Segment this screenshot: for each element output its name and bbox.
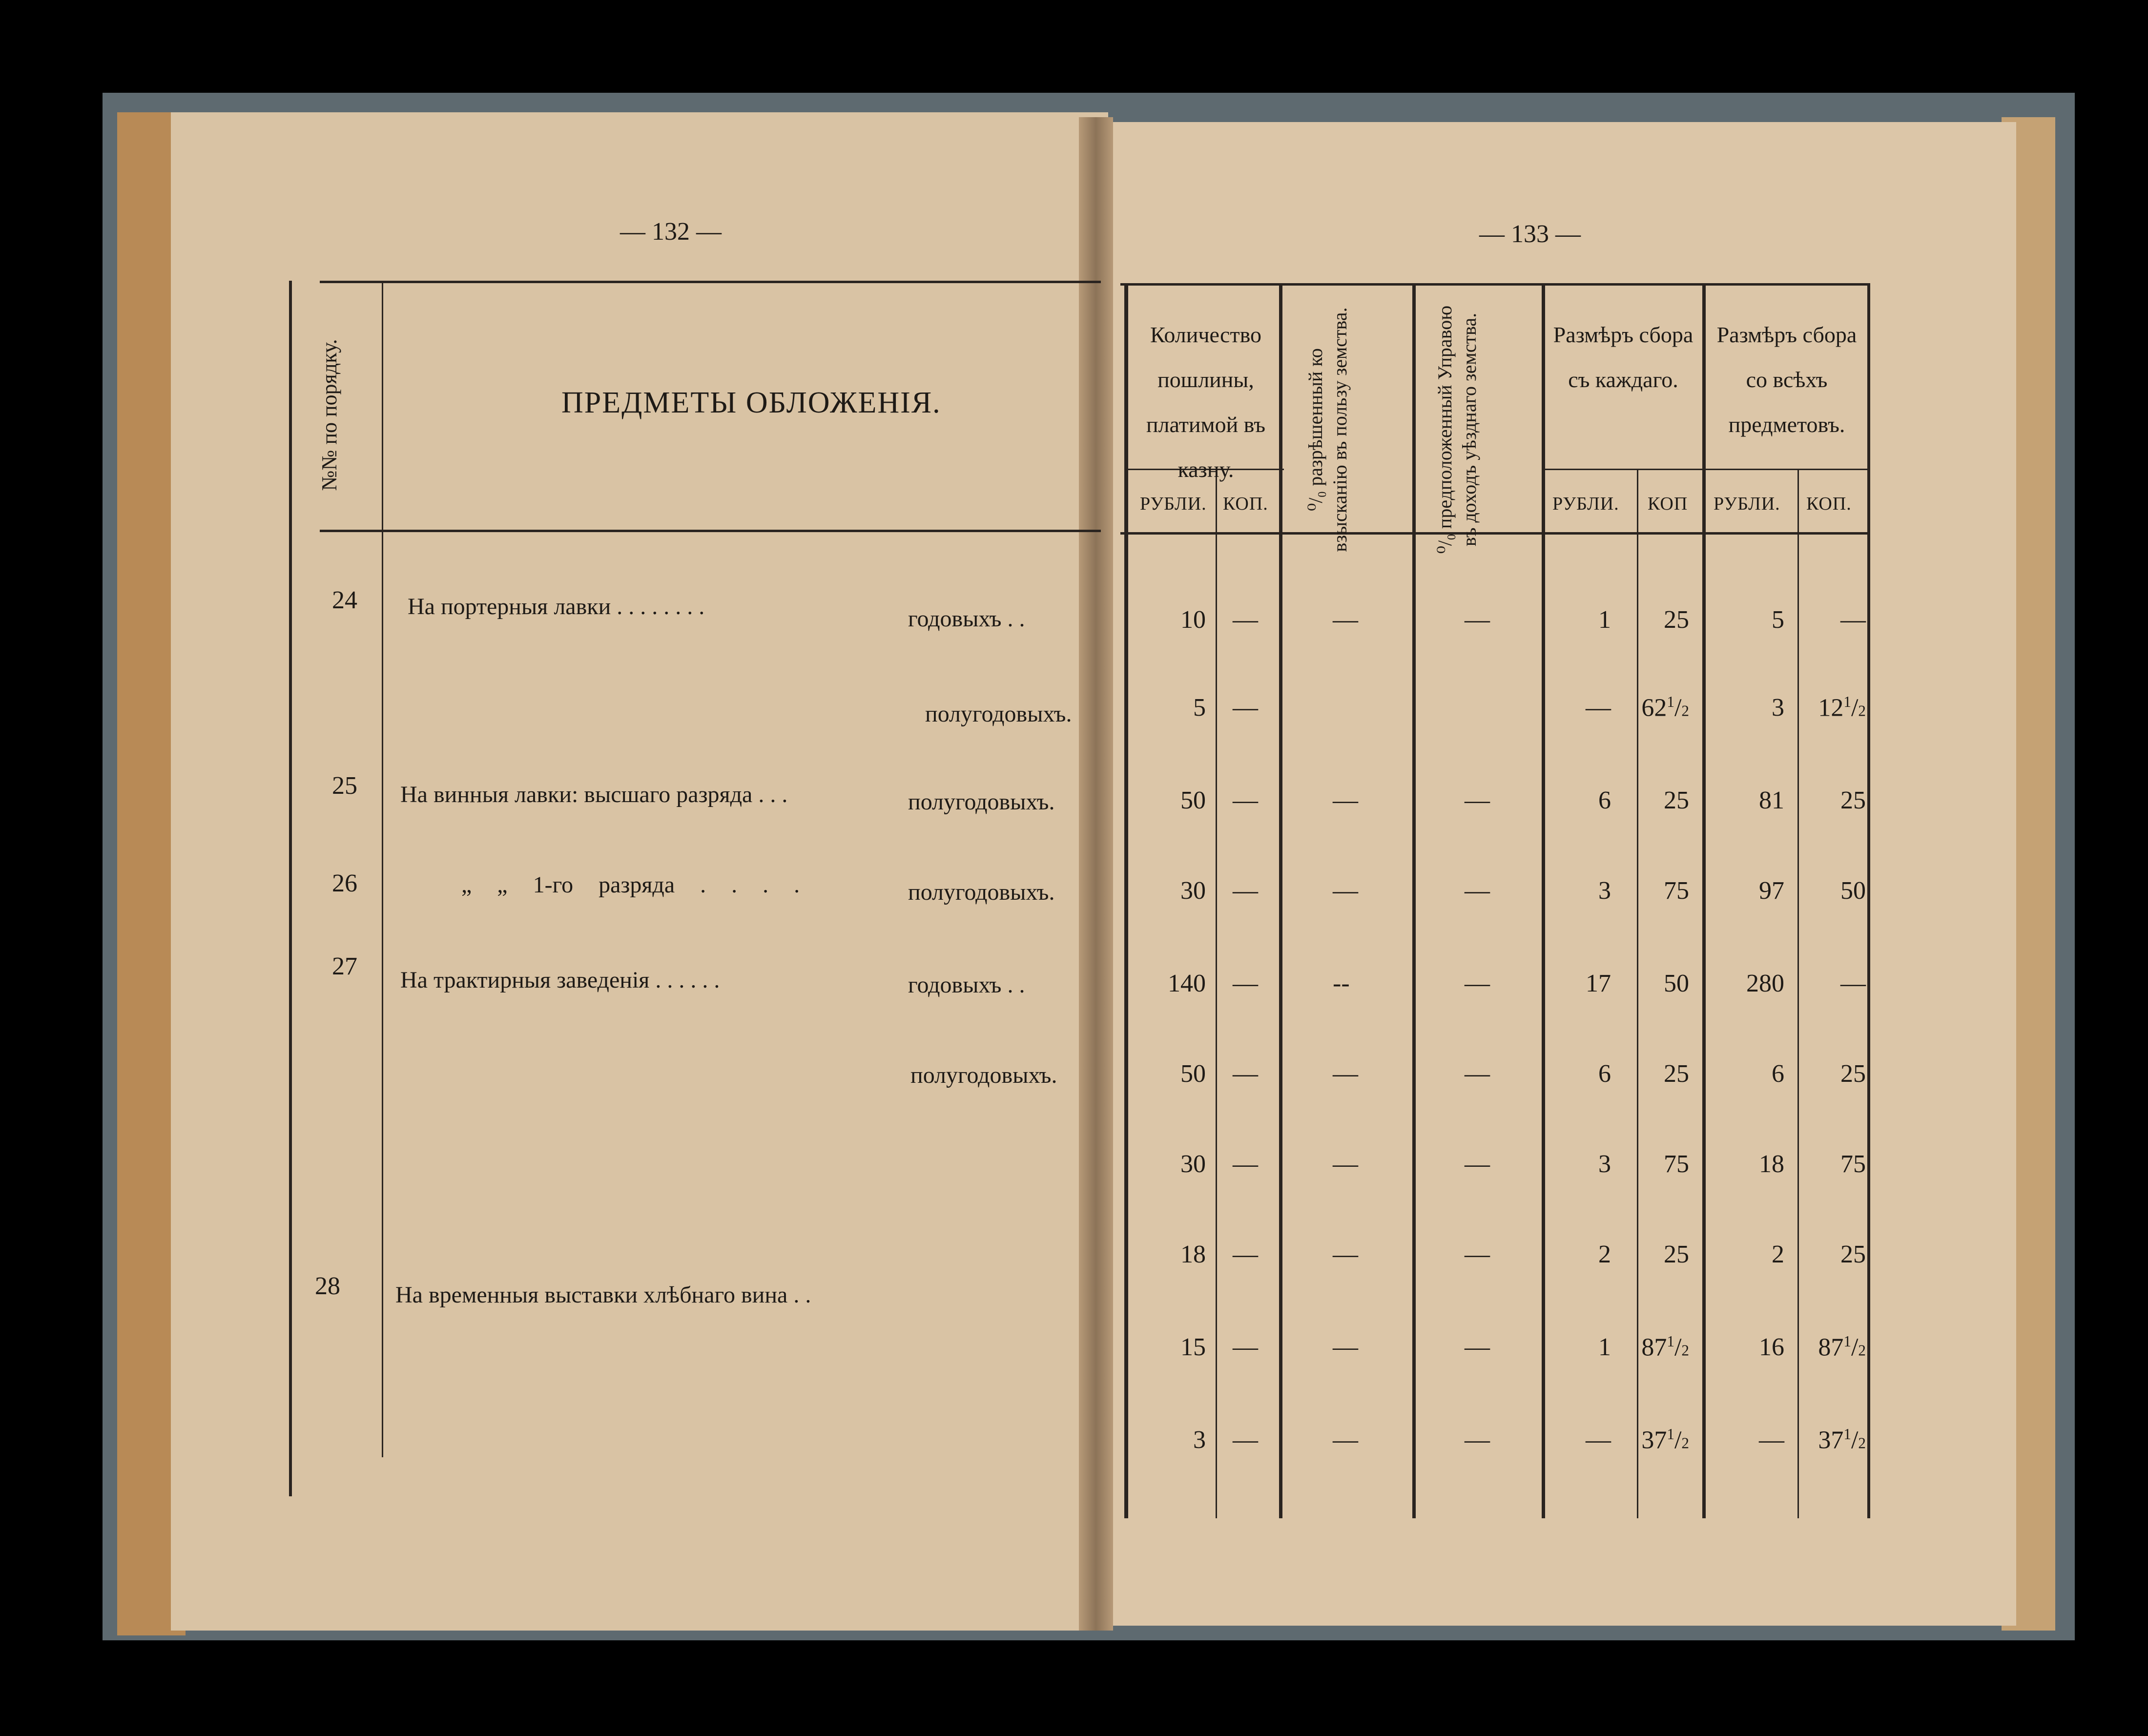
cell-duty-kop: —	[1233, 970, 1258, 997]
cell-all-kop: 25	[1840, 1240, 1866, 1268]
subheader-rub: РУБЛИ.	[1140, 494, 1207, 514]
cell-each-rub: 17	[1586, 970, 1611, 997]
cell-pct2: —	[1465, 1060, 1490, 1088]
table-header-rule-left	[320, 530, 1101, 532]
cell-pct2: —	[1465, 970, 1490, 997]
book-gutter	[1079, 117, 1113, 1631]
cell-all-kop: $87^1/2$	[1818, 1333, 1866, 1362]
header-duty: Количество пошлины, платимой въ казну.	[1146, 322, 1266, 482]
cell-pct2: —	[1465, 1426, 1490, 1454]
cell-duty-kop: —	[1233, 1333, 1258, 1361]
cell-pct1: —	[1333, 786, 1358, 814]
cell-duty-rub: 10	[1180, 606, 1206, 634]
cell-pct1: --	[1333, 970, 1350, 997]
header-all: Размѣръ сбора со всѣхъ предметовъ.	[1716, 322, 1857, 437]
header-number-column: №№ по порядку.	[317, 339, 341, 491]
table-left-border	[289, 281, 292, 1496]
cell-duty-kop: —	[1233, 877, 1258, 905]
cell-duty-kop: —	[1233, 606, 1258, 634]
cell-each-kop: 25	[1664, 786, 1689, 814]
cell-all-rub: 18	[1759, 1150, 1784, 1178]
table-divider-no	[382, 281, 383, 1457]
cell-duty-kop: —	[1233, 1060, 1258, 1088]
row-number: 28	[315, 1272, 340, 1300]
cell-pct2: —	[1465, 1150, 1490, 1178]
cell-pct2: —	[1465, 606, 1490, 634]
header-each: Размѣръ сбора съ каждаго.	[1553, 322, 1694, 392]
subheader-kop: КОП.	[1806, 494, 1852, 514]
cell-each-kop: $37^1/2$	[1641, 1426, 1689, 1454]
cell-all-kop: —	[1840, 970, 1866, 997]
cell-duty-kop: —	[1233, 1150, 1258, 1178]
cell-each-rub: 1	[1598, 1333, 1611, 1361]
row-number: 26	[332, 869, 357, 897]
cell-pct2: —	[1465, 877, 1490, 905]
cell-pct2: —	[1465, 786, 1490, 814]
row-term: полугодовыхъ.	[908, 879, 1055, 905]
table-border-right	[1867, 283, 1870, 1518]
cell-all-kop: 25	[1840, 786, 1866, 814]
cell-duty-rub: 30	[1180, 877, 1206, 905]
row-subject: На временныя выставки хлѣбнаго вина . .	[395, 1282, 811, 1308]
cell-pct2: —	[1465, 1240, 1490, 1268]
column-divider	[1412, 283, 1416, 1518]
subheader-rub: РУБЛИ.	[1552, 494, 1619, 514]
header-pct-collect: ⁰/₀ разрѣшенный ко взысканію въ пользу земства.	[1304, 307, 1351, 552]
page-number-left: — 132 —	[620, 218, 722, 246]
header-pct-uprava: ⁰/₀ предположенный Управою въ доходъ уѣзднаго земства.	[1434, 305, 1480, 554]
cell-duty-rub: 5	[1193, 694, 1206, 722]
cell-duty-kop: —	[1233, 1426, 1258, 1454]
cell-pct1: —	[1333, 877, 1358, 905]
cell-all-rub: 6	[1772, 1060, 1784, 1088]
row-subject: На винныя лавки: высшаго разряда . . .	[400, 782, 788, 807]
cell-all-rub: —	[1759, 1426, 1784, 1454]
cell-each-rub: 2	[1598, 1240, 1611, 1268]
row-subject: „ „ 1-го разряда . . . .	[461, 872, 800, 898]
row-term: полугодовыхъ.	[908, 789, 1055, 815]
cell-pct1: —	[1333, 606, 1358, 634]
cell-each-kop: 75	[1664, 1150, 1689, 1178]
cell-pct1: —	[1333, 1426, 1358, 1454]
cell-all-rub: 97	[1759, 877, 1784, 905]
cell-each-rub: —	[1586, 694, 1611, 722]
cell-each-kop: 25	[1664, 606, 1689, 634]
cell-each-rub: 6	[1598, 786, 1611, 814]
subheader-rub: РУБЛИ.	[1714, 494, 1780, 514]
cell-all-kop: $12^1/2$	[1818, 693, 1866, 722]
column-divider	[1797, 469, 1799, 1518]
cell-all-kop: 25	[1840, 1060, 1866, 1088]
cell-duty-kop: —	[1233, 694, 1258, 722]
cell-duty-rub: 30	[1180, 1150, 1206, 1178]
table-top-rule-left	[320, 281, 1101, 283]
table-border-left-right-page	[1124, 283, 1128, 1518]
cell-each-rub: 3	[1598, 877, 1611, 905]
row-term: годовыхъ . .	[908, 972, 1025, 998]
cell-duty-kop: —	[1233, 786, 1258, 814]
cell-each-kop: 25	[1664, 1240, 1689, 1268]
header-subjects: ПРЕДМЕТЫ ОБЛОЖЕНІЯ.	[561, 386, 941, 419]
cell-all-rub: 280	[1746, 970, 1784, 997]
cell-duty-rub: 50	[1180, 786, 1206, 814]
cell-all-rub: 3	[1772, 694, 1784, 722]
column-divider	[1279, 283, 1282, 1518]
cell-pct2: —	[1465, 1333, 1490, 1361]
row-number: 24	[332, 586, 357, 614]
cell-duty-rub: 15	[1180, 1333, 1206, 1361]
row-number: 25	[332, 772, 357, 800]
cell-all-rub: 16	[1759, 1333, 1784, 1361]
cell-pct1: —	[1333, 1240, 1358, 1268]
row-number: 27	[332, 952, 357, 980]
cell-each-rub: 3	[1598, 1150, 1611, 1178]
cell-duty-rub: 140	[1168, 970, 1206, 997]
column-divider	[1216, 469, 1217, 1518]
cell-pct1: —	[1333, 1060, 1358, 1088]
row-term: полугодовыхъ.	[910, 1062, 1057, 1088]
cell-each-kop: $87^1/2$	[1641, 1333, 1689, 1362]
subheader-kop: КОП.	[1223, 494, 1268, 514]
column-divider	[1542, 283, 1545, 1518]
cell-all-rub: 81	[1759, 786, 1784, 814]
cell-all-kop: 75	[1840, 1150, 1866, 1178]
cell-duty-rub: 18	[1180, 1240, 1206, 1268]
cell-duty-rub: 3	[1193, 1426, 1206, 1454]
row-subject: На трактирныя заведенія . . . . . .	[400, 967, 720, 993]
cell-all-rub: 5	[1772, 606, 1784, 634]
cell-all-kop: $37^1/2$	[1818, 1426, 1866, 1454]
subheader-kop: КОП	[1648, 494, 1688, 514]
cell-each-kop: $62^1/2$	[1641, 693, 1689, 722]
cell-duty-kop: —	[1233, 1240, 1258, 1268]
cell-each-kop: 75	[1664, 877, 1689, 905]
subheader-rule	[1545, 469, 1867, 470]
cell-each-kop: 50	[1664, 970, 1689, 997]
cell-each-rub: —	[1586, 1426, 1611, 1454]
page-number-right: — 133 —	[1479, 220, 1581, 248]
cell-duty-rub: 50	[1180, 1060, 1206, 1088]
cell-each-rub: 1	[1598, 606, 1611, 634]
cell-all-kop: —	[1840, 606, 1866, 634]
cell-each-kop: 25	[1664, 1060, 1689, 1088]
column-divider	[1702, 283, 1706, 1518]
cell-all-rub: 2	[1772, 1240, 1784, 1268]
row-term: полугодовыхъ.	[925, 701, 1072, 727]
row-subject: На портерныя лавки . . . . . . . .	[408, 594, 705, 620]
cell-pct1: —	[1333, 1150, 1358, 1178]
cell-pct1: —	[1333, 1333, 1358, 1361]
table-top-rule-right	[1120, 283, 1870, 286]
cell-each-rub: 6	[1598, 1060, 1611, 1088]
column-divider	[1637, 469, 1638, 1518]
cell-all-kop: 50	[1840, 877, 1866, 905]
row-term: годовыхъ . .	[908, 606, 1025, 632]
